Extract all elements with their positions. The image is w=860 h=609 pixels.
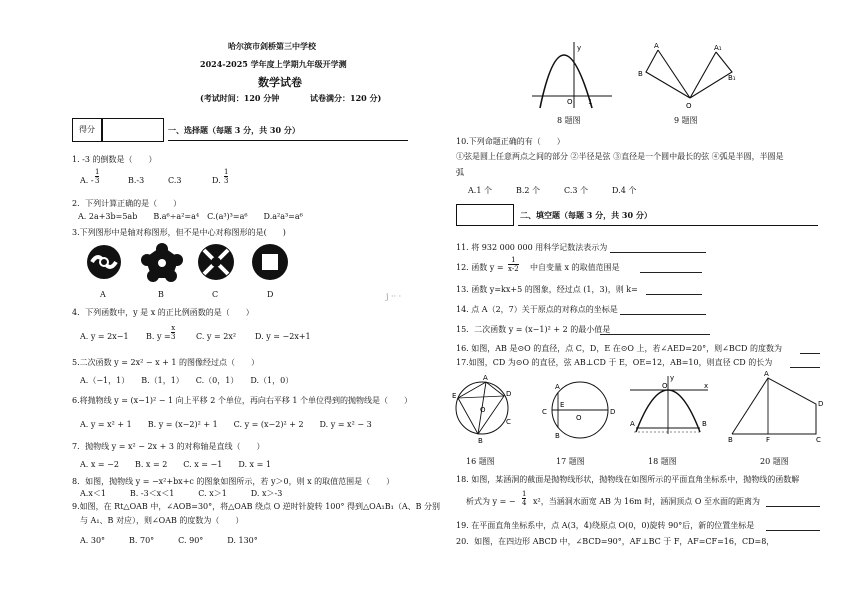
q18-line1: 18. 如图，某涵洞的截面是抛物线形状，抛物线在如图所示的平面直角坐标系中，抛物线的函数解	[456, 475, 800, 484]
fig20-caption: 20 题图	[760, 457, 789, 466]
q4-option-c: C. y = 2x²	[196, 332, 237, 341]
q10-line1: ①弦是圆上任意两点之间的部分 ②半径是弦 ③直径是一个圆中最长的弦 ④弧是半圆，半圆是	[456, 152, 784, 161]
stray-marks: j ·· ·	[386, 292, 402, 301]
figure-17	[538, 374, 618, 444]
q3-stem: 3.下列图形中是轴对称图形，但不是中心对称图形的是( )	[72, 228, 286, 237]
q1-frac-d: 1 3	[224, 168, 229, 186]
q3-label-d: D	[267, 290, 274, 299]
q2-stem: 2．下列计算正确的是（ ）	[72, 199, 182, 208]
fig16-label-a: A	[483, 374, 488, 382]
q12-post: 中自变量 x 的取值范围是	[530, 263, 620, 272]
q17-answer-blank[interactable]	[790, 359, 820, 368]
q10-options: A.1 个 B.2 个 C.3 个 D.4 个	[468, 186, 637, 195]
fig9-label-o: O	[686, 102, 692, 110]
fig9-label-b: B	[638, 70, 643, 78]
q4-option-d: D. y = −2x+1	[255, 332, 311, 341]
q18-post: x²，当涵洞水面宽 AB 为 16m 时，涵洞顶点 O 至水面的距离为	[533, 497, 760, 506]
q20: 20．如图，在四边形 ABCD 中，∠BCD=90°，AF⊥BC 于 F，AF=CF=16，CD=8，	[456, 537, 775, 546]
q6-options: A. y = x² + 1 B. y = (x−2)² + 1 C. y = (x−2)² + 2 D. y = x² − 3	[80, 420, 372, 429]
q12-frac: 1 x-2	[508, 256, 519, 274]
school-name: 哈尔滨市剑桥第三中学校	[228, 41, 316, 51]
fig18-label-b: B	[702, 420, 707, 428]
q3-label-c: C	[212, 290, 219, 299]
fig17-label-c: C	[542, 408, 547, 416]
q10-stem: 10.下列命题正确的有（ ）	[456, 137, 565, 146]
fig8-label-o: O	[567, 98, 573, 106]
section2-score-box	[456, 204, 514, 226]
fig18-label-a: A	[630, 420, 635, 428]
q1-option-d: D.	[212, 176, 221, 185]
q1-option-a: A. -	[80, 176, 94, 185]
q5-options: A.（−1，1） B.（1，1） C.（0，1） D.（1，0）	[80, 376, 294, 385]
section2-title: 二、填空题（每题 3 分，共 30 分）	[520, 210, 652, 220]
q5-stem: 5.二次函数 y = 2x² − x + 1 的图像经过点（ ）	[72, 358, 260, 367]
term-title: 2024-2025 学年度上学期九年级开学测	[200, 59, 347, 69]
q19-answer-blank[interactable]	[766, 522, 820, 531]
q3-figure-a	[87, 245, 121, 279]
score-label: 得分	[79, 125, 95, 134]
fig16-label-c: C	[506, 418, 511, 426]
q4-frac-b: x 3	[171, 324, 176, 342]
q18-answer-blank[interactable]	[766, 498, 820, 507]
figure-16	[452, 374, 512, 444]
q14: 14. 点 A（2，7）关于原点的对称点的坐标是	[456, 305, 618, 314]
q13-answer-blank[interactable]	[646, 286, 702, 295]
fig20-label-a: A	[764, 370, 769, 378]
q1-option-c: C.3	[168, 176, 182, 185]
q3-figure-c	[198, 244, 234, 280]
q14-answer-blank[interactable]	[620, 306, 706, 315]
q3-figure-b	[141, 243, 183, 282]
q4-option-b: B. y =	[146, 332, 171, 341]
fig17-label-a: A	[555, 383, 560, 391]
q7-stem: 7．抛物线 y = x² − 2x + 3 的对称轴是直线（ ）	[72, 442, 265, 451]
figure-9	[636, 40, 736, 110]
fig16-caption: 16 题图	[466, 457, 495, 466]
q11: 11. 将 932 000 000 用科学记数法表示为	[456, 243, 608, 252]
fig20-label-f: F	[766, 436, 771, 444]
fig9-label-b1: B₁	[728, 74, 736, 82]
exam-time: (考试时间：120 分钟	[200, 93, 280, 103]
fig18-caption: 18 题图	[648, 457, 677, 466]
fig16-label-o: O	[480, 406, 486, 414]
figure-18	[630, 372, 710, 442]
q8-stem: 8．如图，抛物线 y = −x²+bx+c 的图象如图所示，若 y＞0，则 x 的取值范围是（ ）	[72, 477, 395, 486]
fig17-label-e: E	[560, 401, 565, 409]
q9-stem-line1: 9.如图，在 Rt△OAB 中，∠AOB=30°，将△OAB 绕点 O 逆时针旋转 100° 得到△OA₁B₁（A、B 分别	[72, 502, 441, 511]
fig18-label-y: y	[670, 374, 675, 382]
fig16-label-d: D	[506, 390, 512, 398]
q17: 17.如图，CD 为⊙O 的直径，弦 AB⊥CD 于 E，OE=12，AB=10，则直径 CD 的长为	[456, 358, 773, 367]
section1-underline	[168, 140, 408, 141]
q15: 15．二次函数 y = (x−1)² + 2 的最小值是	[456, 325, 611, 334]
q4-stem: 4．下列函数中，y 是 x 的正比例函数的是（ ）	[72, 308, 254, 317]
q11-answer-blank[interactable]	[610, 244, 706, 253]
q3-label-a: A	[100, 290, 106, 299]
q2-options: A. 2a+3b=5ab B.a⁶÷a²=a⁴ C.(a³)³=a⁶ D.a²a³=a⁶	[78, 212, 303, 221]
q15-answer-blank[interactable]	[600, 326, 710, 335]
fig9-label-a1: A₁	[714, 44, 722, 52]
q16: 16. 如图，AB 是⊙O 的直径，点 C，D，E 在⊙O 上，若∠AED=20°，则∠BCD 的度数为	[456, 344, 782, 353]
fig17-caption: 17 题图	[556, 457, 585, 466]
fig9-label-a: A	[654, 42, 659, 50]
q9-stem-line2: 与 A₁、B 对应），则∠OAB 的度数为（ ）	[80, 516, 244, 525]
fig20-label-b: B	[728, 436, 733, 444]
fig8-label-1: 1	[588, 98, 593, 106]
q6-stem: 6.将抛物线 y = (x−1)² − 1 向上平移 2 个单位，再向右平移 1 个单位得到的抛物线是（ ）	[72, 396, 413, 405]
q10-line2: 弧	[456, 168, 464, 177]
score-box	[72, 118, 164, 142]
fig16-label-e: E	[452, 392, 457, 400]
fig18-label-x: x	[704, 382, 709, 390]
q3-figure-d	[252, 244, 288, 280]
fig20-label-c: C	[816, 436, 821, 444]
figure-20	[728, 370, 828, 444]
fig8-caption: 8 题图	[557, 116, 581, 125]
q1-frac-a: 1 3	[95, 168, 100, 186]
q9-options: A. 30° B. 70° C. 90° D. 130°	[80, 536, 258, 545]
section1-title: 一、选择题（每题 3 分，共 30 分）	[168, 125, 300, 135]
fig9-caption: 9 题图	[674, 116, 698, 125]
fig17-label-b: B	[555, 432, 560, 440]
q3-figures	[86, 240, 326, 284]
q8-options: A.x＜1 B. -3＜x＜1 C. x＞1 D. x＞-3	[80, 489, 283, 498]
exam-score: 试卷满分：120 分)	[310, 93, 382, 103]
q1-stem: 1. -3 的倒数是（ ）	[72, 155, 157, 164]
q12-pre: 12. 函数 y =	[456, 263, 504, 272]
q13: 13. 函数 y=kx+5 的图象，经过点 (1，3)，则 k=	[456, 285, 638, 294]
section2-underline	[518, 225, 818, 226]
q1-option-b: B.-3	[128, 176, 145, 185]
q19: 19. 在平面直角坐标系中，点 A(3，4)绕原点 O(0，0)旋转 90°后，新的位置坐标是	[456, 521, 755, 530]
q16-answer-blank[interactable]	[800, 345, 820, 354]
q3-label-b: B	[158, 290, 164, 299]
fig20-label-d: D	[818, 400, 824, 408]
exam-title: 数学试卷	[258, 76, 302, 89]
q18-pre: 析式为 y = −	[466, 497, 516, 506]
fig8-label-y: y	[577, 44, 582, 52]
fig17-label-d: D	[610, 408, 616, 416]
fig16-label-b: B	[478, 437, 483, 445]
fig18-label-o: O	[662, 382, 668, 390]
q18-frac: 1 4	[522, 490, 527, 508]
fig17-label-o: O	[576, 414, 582, 422]
score-box-divider	[101, 119, 103, 141]
figure-8	[532, 42, 612, 112]
q4-option-a: A. y = 2x−1	[80, 332, 129, 341]
q7-options: A. x = −2 B. x = 2 C. x = −1 D. x = 1	[80, 460, 271, 469]
q12-answer-blank[interactable]	[640, 264, 702, 273]
